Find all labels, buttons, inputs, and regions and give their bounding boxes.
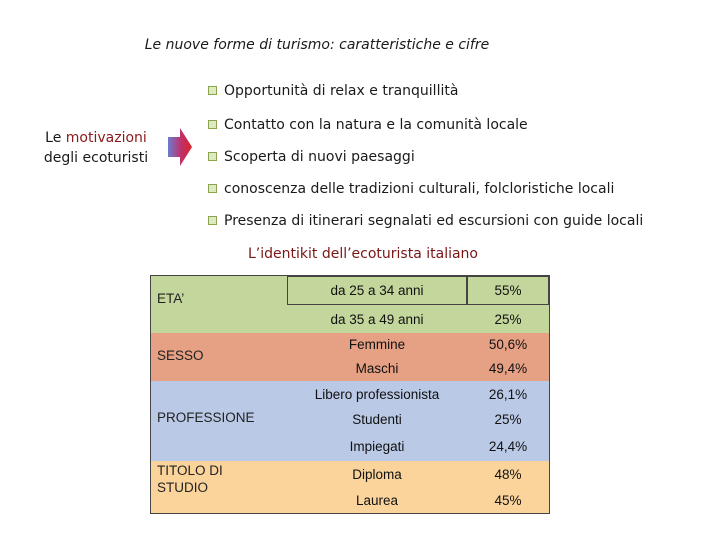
category-professione xyxy=(151,381,287,461)
arrow-right-icon xyxy=(168,128,192,166)
category-label: PROFESSIONE xyxy=(157,410,255,425)
category-label: SESSO xyxy=(157,348,204,363)
motivation-bullet: Scoperta di nuovi paesaggi xyxy=(208,149,415,165)
identikit-title: L’identikit dell’ecoturista italiano xyxy=(247,246,478,262)
square-bullet-icon xyxy=(208,184,217,193)
table-cell: Studenti xyxy=(287,407,467,432)
category-sesso xyxy=(151,333,287,381)
motivation-bullet: Presenza di itinerari segnalati ed escursioni con guide locali xyxy=(208,213,643,229)
square-bullet-icon xyxy=(208,86,217,95)
square-bullet-icon xyxy=(208,152,217,161)
category-titolo xyxy=(151,461,287,513)
table-cell: 50,6% xyxy=(467,333,549,355)
motivation-bullet: Contatto con la natura e la comunità locale xyxy=(208,117,528,133)
table-cell: Femmine xyxy=(287,333,467,355)
category-eta xyxy=(151,276,287,333)
table-cell: Laurea xyxy=(287,487,467,513)
table-cell: Maschi xyxy=(287,355,467,381)
category-label: TITOLO DI STUDIO xyxy=(157,463,223,495)
slide-title: Le nuove forme di turismo: caratteristiche e cifre xyxy=(144,37,490,53)
table-cell: 24,4% xyxy=(467,432,549,461)
square-bullet-icon xyxy=(208,120,217,129)
table-cell: 55% xyxy=(467,276,549,305)
table-cell: Diploma xyxy=(287,461,467,487)
table-cell: Libero professionista xyxy=(287,381,467,407)
motivation-bullet: conoscenza delle tradizioni culturali, folcloristiche locali xyxy=(208,181,614,197)
table-cell: 26,1% xyxy=(467,381,549,407)
table-cell: 45% xyxy=(467,487,549,513)
table-cell: 25% xyxy=(467,305,549,333)
motivations-label: Le motivazioni degli ecoturisti xyxy=(43,130,149,166)
square-bullet-icon xyxy=(208,216,217,225)
table-cell: 49,4% xyxy=(467,355,549,381)
motivation-bullet: Opportunità di relax e tranquillità xyxy=(208,83,458,99)
table-cell: da 35 a 49 anni xyxy=(287,305,467,333)
category-label: ETA’ xyxy=(157,291,185,306)
table-cell: da 25 a 34 anni xyxy=(287,276,467,305)
table-cell: 25% xyxy=(467,407,549,432)
identikit-table xyxy=(150,275,550,514)
table-cell: Impiegati xyxy=(287,432,467,461)
table-cell: 48% xyxy=(467,461,549,487)
